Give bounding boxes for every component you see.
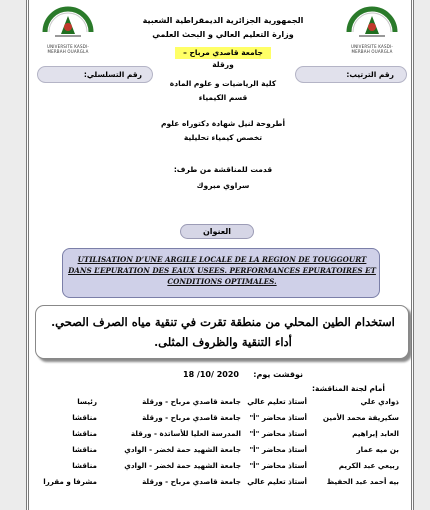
jury-member-role: مناقشا [72, 413, 97, 422]
specialty-line: تخصص كيمياء تحليلية [183, 133, 263, 142]
ministry-heading: وزارة التعليم العالي و البحث العلمي [152, 30, 294, 39]
jury-member-role: مشرفا و مقررا [43, 477, 97, 486]
republic-heading: الجمهورية الجزائرية الديمقراطية الشعبية [142, 16, 304, 25]
jury-member-rank: أستاذ تعليم عالي [247, 397, 307, 406]
jury-member-institution: جامعة الشهيد حمة لخضر - الوادي [124, 461, 241, 470]
department-name: قسم الكيمياء [198, 93, 248, 102]
defense-date-value: 2020 /10/ 18 [183, 370, 239, 379]
university-name: جامعة قاصدي مرباح – ورقلة [175, 47, 271, 59]
jury-member-name: العابد إبراهيم [352, 429, 399, 438]
logo-caption-left: UNIVERSITE KASDI-MERBAH OUARGLA [46, 44, 90, 54]
jury-member-name: سكيريفة محمد الأمين [322, 413, 399, 422]
jury-member-role: مناقشا [72, 461, 97, 470]
author-name: سراوي مبروك [196, 181, 250, 190]
jury-member-rank: أستاذ محاضر "أ" [249, 413, 307, 422]
jury-row [29, 411, 414, 425]
french-title-box [62, 248, 380, 298]
document-page [26, 0, 414, 510]
jury-member-institution: جامعة قاصدي مرباح - ورقلة [142, 397, 241, 406]
jury-member-institution: جامعة قاصدي مرباح - ورقلة [142, 413, 241, 422]
french-title: UTILISATION D’UNE ARGILE LOCALE DE LA REGION DE TOUGGOURT DANS L’EPURATION DES EAUX USEES. PERFORMANCES EPURATOIRES ET CONDITIONS OPTIMALES. [68, 255, 376, 286]
jury-member-institution: المدرسة العليا للأساتذة - ورقلة [130, 429, 241, 438]
jury-row [29, 475, 414, 489]
jury-member-rank: أستاذ محاضر "أ" [249, 429, 307, 438]
arabic-title-line-1: استخدام الطين المحلي من منطقة تقرت في تنقية مياه الصرف الصحي. [51, 315, 395, 329]
order-number-label: رقم الترتيب: [346, 70, 394, 79]
jury-member-rank: أستاذ محاضر "أ" [249, 461, 307, 470]
jury-row [29, 443, 414, 457]
jury-member-rank: أستاذ تعليم عالي [247, 477, 307, 486]
jury-member-institution: جامعة قاصدي مرباح - ورقلة [142, 477, 241, 486]
arabic-title-box [35, 305, 409, 359]
jury-row [29, 427, 414, 441]
logo-caption-right: UNIVERSITE KASDI-MERBAH OUARGLA [350, 44, 394, 54]
jury-member-role: رئيسا [77, 397, 97, 406]
jury-member-rank: أستاذ محاضر "أ" [249, 445, 307, 454]
jury-member-name: ذوادي علي [360, 397, 399, 406]
defense-date-label: نوقشت يوم: [253, 370, 303, 379]
jury-member-name: بيه أحمد عبد الحفيظ [326, 477, 399, 486]
title-label: العنوان [180, 224, 254, 239]
jury-row [29, 395, 414, 409]
jury-heading: أمام لجنة المناقشة: [312, 384, 385, 393]
degree-line: أطروحة لنيل شهادة دكتوراه علوم [160, 119, 286, 128]
serial-number-label: رقم التسلسلي: [83, 70, 142, 79]
presented-by: قدمت للمناقشة من طرف: [173, 165, 273, 174]
arabic-title-line-2: أداء التنقية والظروف المثلى. [154, 335, 292, 349]
jury-member-role: مناقشا [72, 445, 97, 454]
jury-member-name: بن ميه عمار [356, 445, 399, 454]
jury-row [29, 459, 414, 473]
jury-member-institution: جامعة الشهيد حمة لخضر - الوادي [124, 445, 241, 454]
faculty-name: كلية الرياضيات و علوم المادة [169, 79, 277, 88]
jury-member-name: ربيعي عبد الكريم [338, 461, 399, 470]
jury-member-role: مناقشا [72, 429, 97, 438]
